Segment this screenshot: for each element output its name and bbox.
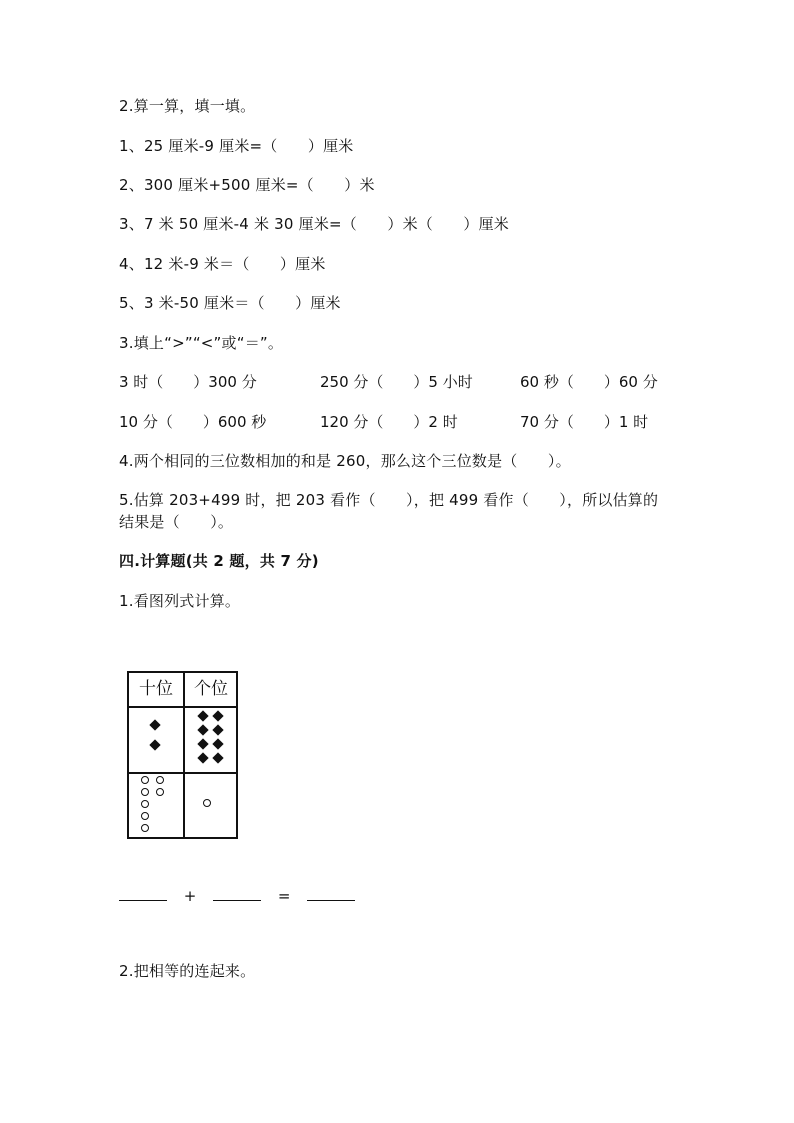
section3-title: 3.填上“>”“<”或“＝”。 [119,334,284,352]
section5-question-line1: 5.估算 203+499 时，把 203 看作（ ），把 499 看作（ ），所以估算的 [119,491,659,509]
compare-item: 10 分（ ）600 秒 [119,413,267,431]
header-tens: 十位 [139,679,173,699]
answer-blank[interactable] [307,886,355,901]
place-value-table [127,671,238,839]
equation [119,886,361,906]
section4-question: 4.两个相同的三位数相加的和是 260，那么这个三位数是（ ）。 [119,452,571,470]
table-divider [129,706,236,708]
section2-item-5: 5、3 米-50 厘米＝（ ）厘米 [119,294,341,312]
filled-counter [212,724,223,735]
filled-counter [149,739,160,750]
section2-title: 2.算一算，填一填。 [119,97,256,115]
equals-sign: = [277,887,291,905]
q1-title: 1.看图列式计算。 [119,592,241,610]
filled-counter [212,710,223,721]
filled-counter [149,719,160,730]
filled-counter [197,752,208,763]
compare-item: 3 时（ ）300 分 [119,373,257,391]
compare-item: 120 分（ ）2 时 [320,413,458,431]
table-divider [129,772,236,774]
compare-item: 70 分（ ）1 时 [520,413,649,431]
hollow-counter [141,824,149,832]
compare-item: 60 秒（ ）60 分 [520,373,658,391]
plus-sign: + [183,887,197,905]
q2-title: 2.把相等的连起来。 [119,962,256,980]
answer-blank[interactable] [213,886,261,901]
part4-heading: 四.计算题(共 2 题，共 7 分) [119,552,319,570]
hollow-counter [203,799,211,807]
hollow-counter [141,776,149,784]
filled-counter [212,752,223,763]
section5-question-line2: 结果是（ ）。 [119,513,234,531]
hollow-counter [141,812,149,820]
section2-item-1: 1、25 厘米-9 厘米=（ ）厘米 [119,137,354,155]
section2-item-3: 3、7 米 50 厘米-4 米 30 厘米=（ ）米（ ）厘米 [119,215,509,233]
filled-counter [197,710,208,721]
section2-item-2: 2、300 厘米+500 厘米=（ ）米 [119,176,375,194]
filled-counter [197,738,208,749]
filled-counter [212,738,223,749]
section2-item-4: 4、12 米-9 米＝（ ）厘米 [119,255,326,273]
hollow-counter [156,788,164,796]
hollow-counter [156,776,164,784]
hollow-counter [141,800,149,808]
compare-item: 250 分（ ）5 小时 [320,373,473,391]
hollow-counter [141,788,149,796]
answer-blank[interactable] [119,886,167,901]
header-ones: 个位 [194,679,228,699]
filled-counter [197,724,208,735]
